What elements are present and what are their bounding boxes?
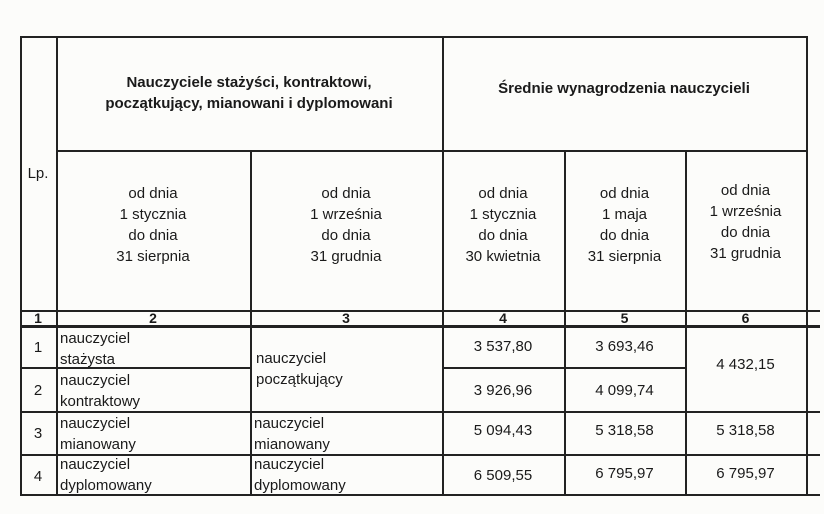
period-header-col5: od dnia 1 maja do dnia 31 sierpnia (587, 185, 662, 265)
colnum-4: 4 (499, 310, 507, 326)
period-header-col4: od dnia 1 stycznia do dnia 30 kwietnia (465, 185, 541, 265)
period-header-col2: od dnia 1 stycznia do dnia 31 sierpnia (116, 185, 190, 265)
lp-header: Lp. (27, 164, 49, 182)
row3-col3: nauczyciel mianowany (254, 415, 330, 453)
row1-col5: 3 693,46 (595, 337, 654, 355)
salaries-group-header: Średnie wynagrodzenia nauczycieli (498, 79, 750, 97)
row2-lp: 2 (33, 381, 43, 399)
period-header-col6: od dnia 1 września do dnia 31 grudnia (709, 182, 782, 262)
row2-col5: 4 099,74 (595, 381, 654, 399)
salary-table (20, 36, 820, 496)
row3-col4: 5 094,43 (473, 421, 533, 439)
colnum-3: 3 (342, 310, 350, 326)
colnum-2: 2 (149, 310, 157, 326)
period-header-col3: od dnia 1 września do dnia 31 grudnia (310, 185, 382, 265)
row4-col5: 6 795,97 (595, 464, 654, 482)
row3-lp: 3 (33, 425, 43, 442)
row1-col4: 3 537,80 (473, 337, 533, 355)
row2-col2: nauczyciel kontraktowy (60, 372, 141, 410)
merged-col3-beginning-teacher: nauczyciel początkujący (256, 350, 343, 388)
row3-col2: nauczyciel mianowany (60, 415, 136, 453)
row1-lp: 1 (33, 338, 43, 356)
colnum-5: 5 (620, 310, 629, 326)
merged-col6-salary: 4 432,15 (716, 355, 775, 373)
row3-col6: 5 318,58 (716, 421, 775, 439)
colnum-1: 1 (34, 310, 42, 326)
row2-col4: 3 926,96 (473, 381, 533, 399)
row4-lp: 4 (33, 467, 43, 485)
row1-col2: nauczyciel stażysta (60, 330, 131, 368)
colnum-6: 6 (741, 310, 750, 326)
row4-col6: 6 795,97 (716, 464, 775, 482)
row3-col5: 5 318,58 (595, 421, 654, 439)
line-right (806, 36, 808, 496)
row4-col3: nauczyciel dyplomowany (254, 456, 346, 494)
row4-col4: 6 509,55 (473, 466, 533, 484)
row4-col2: nauczyciel dyplomowany (60, 456, 152, 494)
teachers-group-header: Nauczyciele stażyści, kontraktowi, początkujący, mianowani i dyplomowani (105, 74, 393, 112)
